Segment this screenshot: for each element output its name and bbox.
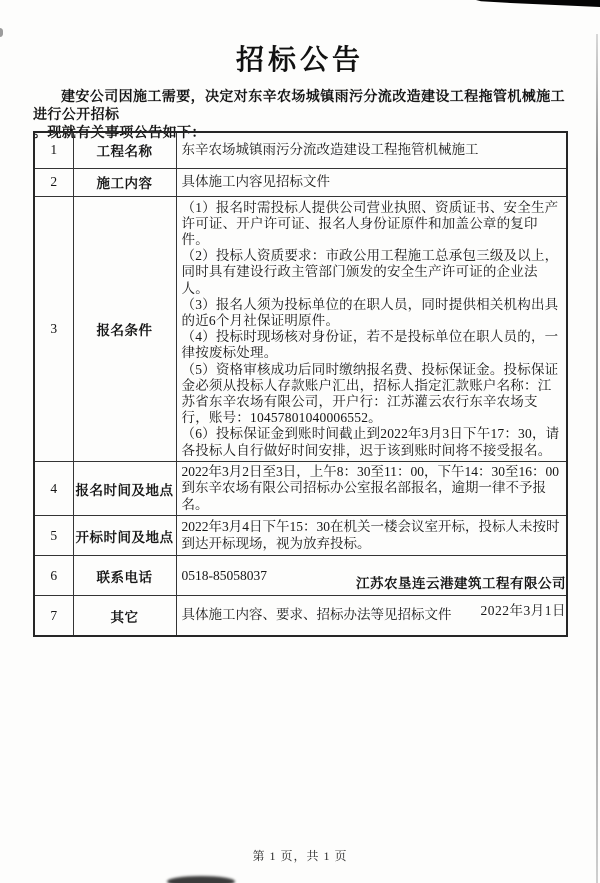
row-number: 1 xyxy=(34,132,73,168)
row-content: 具体施工内容见招标文件 xyxy=(176,168,567,196)
condition-item-6: （6）投标保证金到账时间截止到2022年3月3日下午17：30，请各投标人自行做好时间安排，迟于该到账时间将不接受报名。 xyxy=(181,426,560,458)
row-label: 开标时间及地点 xyxy=(73,516,176,556)
row-content: 具体施工内容、要求、招标办法等见招标文件 xyxy=(176,596,567,636)
scan-smudge-bottom xyxy=(167,876,235,883)
condition-item-1: （1）报名时需投标人提供公司营业执照、资质证书、安全生产许可证、开户许可证、报名人身份证原件和加盖公章的复印件。 xyxy=(181,199,559,247)
signature-date: 2022年3月1日 xyxy=(480,603,566,618)
row-content: 东辛农场城镇雨污分流改造建设工程拖管机械施工 xyxy=(176,132,567,168)
condition-item-4: （4）投标时现场核对身份证，若不是投标单位在职人员的，一律按废标处理。 xyxy=(181,329,559,361)
table-row xyxy=(34,132,567,168)
row-number: 6 xyxy=(34,556,73,596)
row-label: 施工内容 xyxy=(73,168,176,196)
row-number: 2 xyxy=(34,168,73,196)
intro-line-2: 。现就有关事项公告如下： xyxy=(33,126,206,141)
scan-edge-artifact-left xyxy=(0,28,3,37)
condition-item-3: （3）报名人须为投标单位的在职人员，同时提供相关机构出具的近6个月社保证明原件。 xyxy=(181,296,559,328)
document-title: 招标公告 xyxy=(235,44,364,75)
row-content: 2022年3月2日至3日，上午8：30至11：00，下午14：30至16：00到东辛农场有限公司招标办公室报名部报名，逾期一律不予报名。 xyxy=(176,461,567,516)
row-content: 2022年3月4日下午15：30在机关一楼会议室开标，投标人未按时到达开标现场，视为放弃投标。 xyxy=(176,516,567,556)
intro-line-1: 建安公司因施工需要，决定对东辛农场城镇雨污分流改造建设工程拖管机械施工进行公开招标 xyxy=(33,90,565,123)
page-indicator: 第 1 页，共 1 页 xyxy=(252,849,348,863)
scan-edge-artifact-top xyxy=(476,0,600,7)
table-row xyxy=(34,461,567,516)
row-number: 4 xyxy=(34,461,73,516)
table-row xyxy=(34,196,567,461)
row-content xyxy=(176,196,567,461)
row-number: 3 xyxy=(34,196,73,461)
table-row xyxy=(34,516,567,556)
condition-item-5: （5）资格审核成功后同时缴纳报名费、投标保证金。投标保证金必须从投标人存款账户汇出，招标人指定汇款账户名称：江苏省东辛农场有限公司，开户行：江苏灌云农行东辛农场支行，账号：10457801040006552。 xyxy=(181,361,559,426)
scan-edge-artifact-right xyxy=(596,34,598,883)
row-label: 工程名称 xyxy=(73,132,176,168)
row-label: 报名条件 xyxy=(73,196,176,461)
row-label: 报名时间及地点 xyxy=(73,461,176,516)
notice-table xyxy=(33,131,568,637)
table-row xyxy=(34,168,567,196)
row-number: 7 xyxy=(34,596,73,636)
condition-item-2: （2）投标人资质要求：市政公用工程施工总承包三级及以上，同时具有建设行政主管部门颁发的安全生产许可证的企业法人。 xyxy=(181,248,559,296)
signature-company: 江苏农垦连云港建筑工程有限公司 xyxy=(356,576,566,591)
row-content: 0518-85058037 xyxy=(176,556,567,596)
row-number: 5 xyxy=(34,516,73,556)
row-label: 其它 xyxy=(73,596,176,636)
row-label: 联系电话 xyxy=(73,556,176,596)
